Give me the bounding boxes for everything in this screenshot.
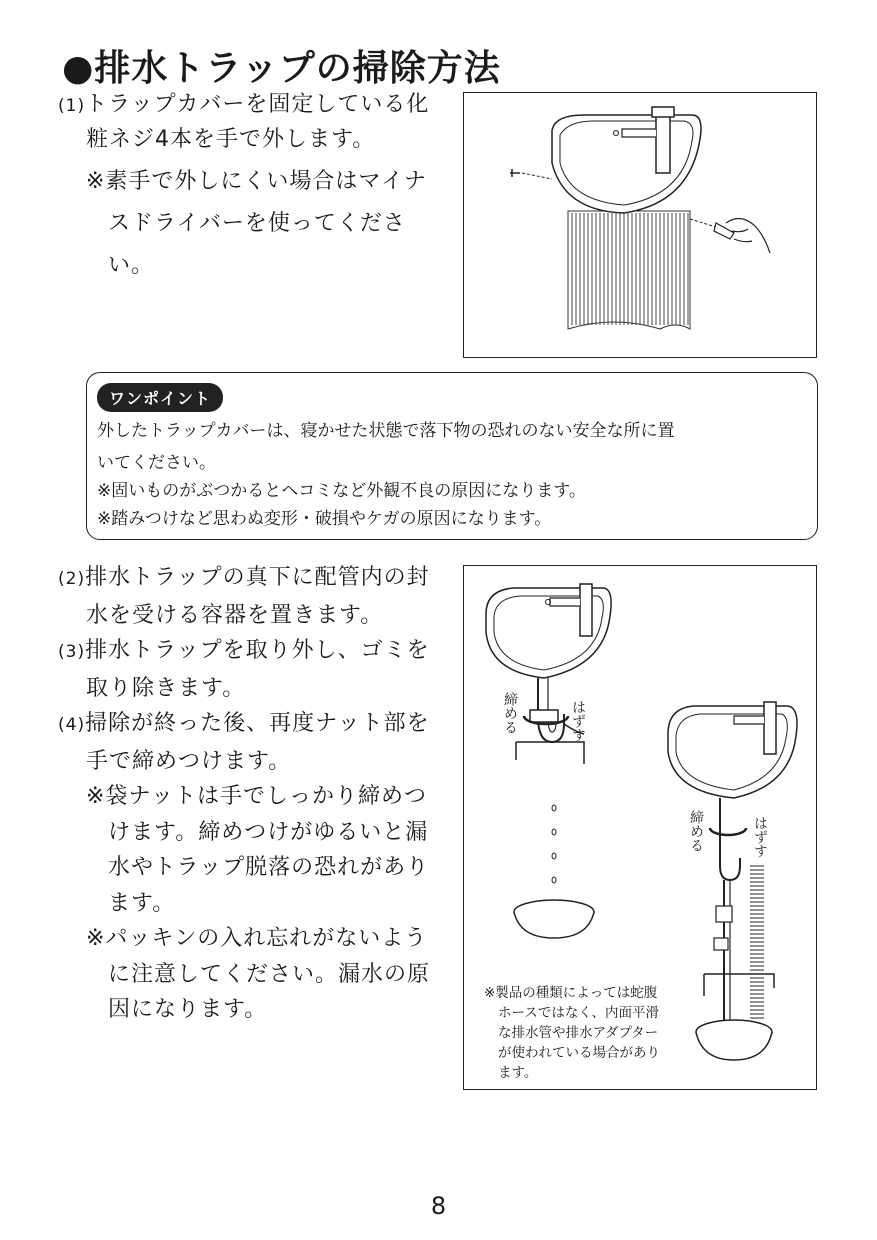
step-4-note-2-line-3: 因になります。 <box>108 997 268 1022</box>
step-4-note-1-line-1: ※袋ナットは手でしっかり締めつ <box>86 784 427 809</box>
step-2-number: (2) <box>58 569 86 589</box>
step-3-line-2: 取り除きます。 <box>86 675 246 701</box>
page-number: 8 <box>430 1192 447 1220</box>
figure-trap-cover <box>463 92 817 358</box>
step-3-number: (3) <box>58 642 86 662</box>
step-1-line-2: 粧ネジ4本を手で外します。 <box>86 127 376 152</box>
step-4-number: (4) <box>58 715 86 735</box>
label-remove-right: はずす <box>752 816 768 858</box>
one-point-line-2: いてください。 <box>97 453 216 473</box>
step-4-line-1: 掃除が終った後、再度ナット部を <box>85 711 430 736</box>
label-remove-left: はずす <box>570 700 586 742</box>
figure-note-line-2: ホースではなく、内面平滑 <box>498 1005 660 1021</box>
figure-note <box>484 983 660 1083</box>
step-1-note-line-2: スドライバーを使ってくださ <box>108 211 406 236</box>
page-title: ●排水トラップの掃除方法 <box>62 48 501 89</box>
step-2-line-2: 水を受ける容器を置きます。 <box>86 602 384 628</box>
label-tighten-right: 締める <box>688 810 704 852</box>
step-1-number: (1) <box>58 96 86 116</box>
step-4-note-1-line-4: ます。 <box>108 890 176 916</box>
step-4-note-2-line-2: に注意してください。漏水の原 <box>108 961 431 987</box>
figure-note-line-3: な排水管や排水アダプター <box>498 1025 659 1041</box>
one-point-badge: ワンポイント <box>97 383 223 412</box>
one-point-line-3: ※固いものがぶつかるとヘコミなど外観不良の原因になります。 <box>97 481 586 501</box>
figure-note-line-4: が使われている場合があり <box>498 1045 660 1061</box>
one-point-line-4: ※踏みつけなど思わぬ変形・破損やケガの原因になります。 <box>97 509 552 529</box>
steps-2-4 <box>58 560 430 1028</box>
step-1 <box>58 88 429 283</box>
step-4-note-2-line-1: ※パッキンの入れ忘れがないよう <box>86 926 428 951</box>
step-3-line-1: 排水トラップを取り外し、ゴミを <box>85 638 430 663</box>
one-point-box <box>86 372 818 540</box>
step-2-line-1: 排水トラップの真下に配管内の封 <box>85 565 430 590</box>
sink-with-cover-illustration <box>464 93 816 357</box>
step-1-note-line-1: ※素手で外しにくい場合はマイナ <box>86 169 427 194</box>
step-4-line-2: 手で締めつけます。 <box>86 748 292 774</box>
step-4-note-1-line-3: 水やトラップ脱落の恐れがあり <box>108 855 430 880</box>
figure-note-line-1: ※製品の種類によっては蛇腹 <box>484 985 658 1001</box>
step-1-note-line-3: い。 <box>108 253 155 278</box>
figure-note-line-5: ます。 <box>498 1065 538 1081</box>
step-4-note-1-line-2: けます。締めつけがゆるいと漏 <box>108 819 429 845</box>
one-point-line-1: 外したトラップカバーは、寝かせた状態で落下物の恐れのない安全な所に置 <box>97 421 675 441</box>
step-1-line-1: トラップカバーを固定している化 <box>85 92 430 117</box>
label-tighten-left: 締める <box>502 692 518 734</box>
